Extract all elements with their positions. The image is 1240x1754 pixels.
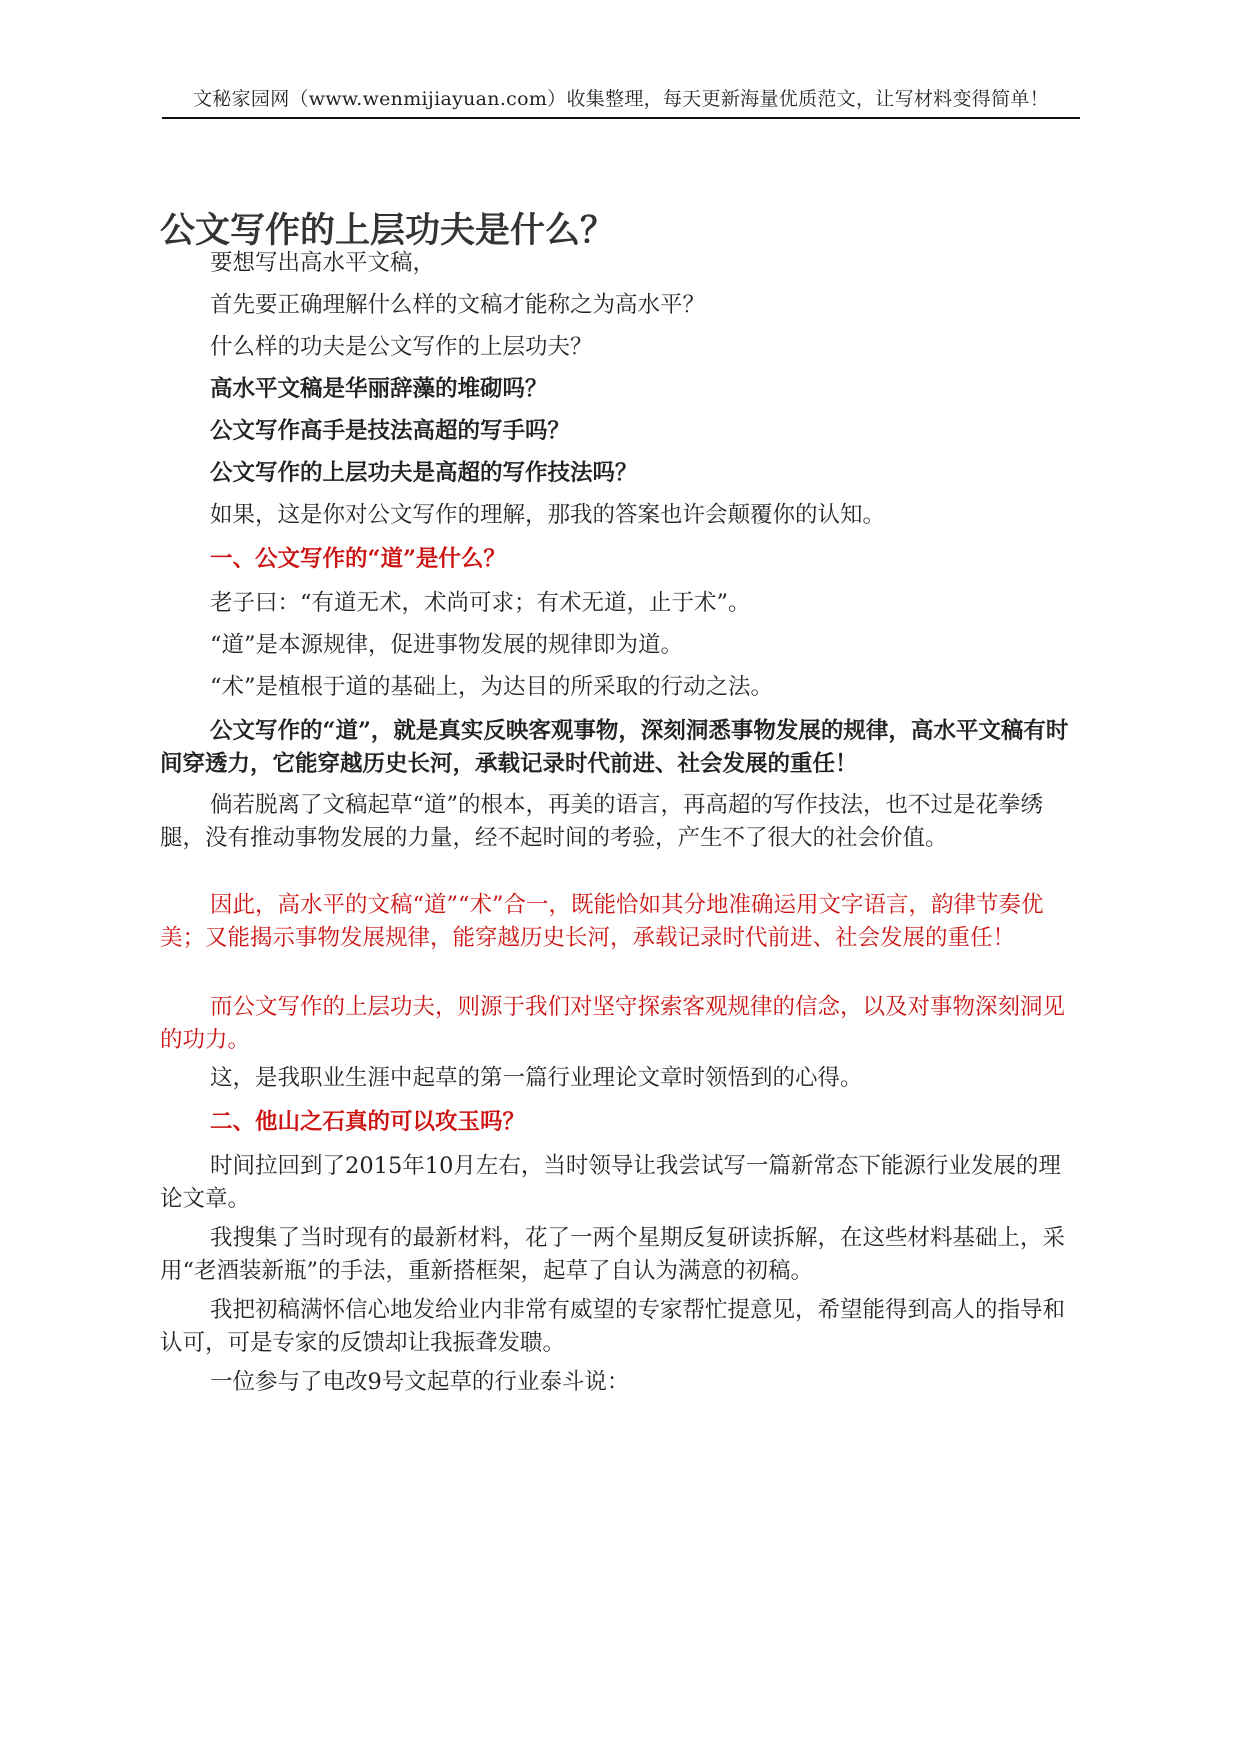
paragraph-intro-1: 要想写出高水平文稿，	[210, 250, 436, 276]
paragraph-laozi: 老子曰：“有道无术，术尚可求；有术无道，止于术”。	[210, 590, 751, 616]
question-2: 公文写作高手是技法高超的写手吗？	[210, 418, 571, 444]
page-header: 文秘家园网（www.wenmijiayuan.com）收集整理，每天更新海量优质范文，让写材料变得简单！	[162, 84, 1080, 119]
paragraph-tangruo: 倘若脱离了文稿起草“道”的根本，再美的语言，再高超的写作技法，也不过是花拳绣腿，没有推动事物发展的力量，经不起时间的考验，产生不了很大的社会价值。	[160, 792, 1044, 851]
paragraph-dao-definition: 公文写作的“道”，就是真实反映客观事物，深刻洞悉事物发展的规律，高水平文稿有时间穿透力，它能穿越历史长河，承载记录时代前进、社会发展的重任！	[160, 718, 1069, 777]
question-3: 公文写作的上层功夫是高超的写作技法吗？	[210, 460, 638, 486]
paragraph-intro-2: 首先要正确理解什么样的文稿才能称之为高水平？	[210, 292, 706, 318]
paragraph-conclusion-1: 因此，高水平的文稿“道”“术”合一，既能恰如其分地准确运用文字语言，韵律节奏优美；又能揭示事物发展规律，能穿越历史长河，承载记录时代前进、社会发展的重任！	[160, 892, 1044, 951]
paragraph-story-3: 我把初稿满怀信心地发给业内非常有威望的专家帮忙提意见，希望能得到高人的指导和认可，可是专家的反馈却让我振聋发聩。	[160, 1297, 1066, 1356]
paragraph-story-1: 时间拉回到了2015年10月左右，当时领导让我尝试写一篇新常态下能源行业发展的理论文章。	[160, 1153, 1061, 1212]
question-1: 高水平文稿是华丽辞藻的堆砌吗？	[210, 376, 548, 402]
article-title: 公文写作的上层功夫是什么？	[160, 211, 616, 251]
section-heading-1: 一、公文写作的“道”是什么？	[210, 546, 506, 572]
paragraph-intro-4: 如果，这是你对公文写作的理解，那我的答案也许会颠覆你的认知。	[210, 502, 886, 528]
paragraph-intro-3: 什么样的功夫是公文写作的上层功夫？	[210, 334, 593, 360]
paragraph-insight: 这，是我职业生涯中起草的第一篇行业理论文章时领悟到的心得。	[210, 1065, 863, 1091]
paragraph-story-2: 我搜集了当时现有的最新材料，花了一两个星期反复研读拆解，在这些材料基础上，采用“老酒装新瓶”的手法，重新搭框架，起草了自认为满意的初稿。	[160, 1225, 1066, 1284]
paragraph-shu: “术”是植根于道的基础上，为达目的所采取的行动之法。	[210, 674, 774, 700]
paragraph-story-4: 一位参与了电改9号文起草的行业泰斗说：	[210, 1369, 630, 1395]
paragraph-conclusion-2: 而公文写作的上层功夫，则源于我们对坚守探索客观规律的信念，以及对事物深刻洞见的功力。	[160, 994, 1066, 1053]
paragraph-dao: “道”是本源规律，促进事物发展的规律即为道。	[210, 632, 684, 658]
section-heading-2: 二、他山之石真的可以攻玉吗？	[210, 1109, 526, 1135]
